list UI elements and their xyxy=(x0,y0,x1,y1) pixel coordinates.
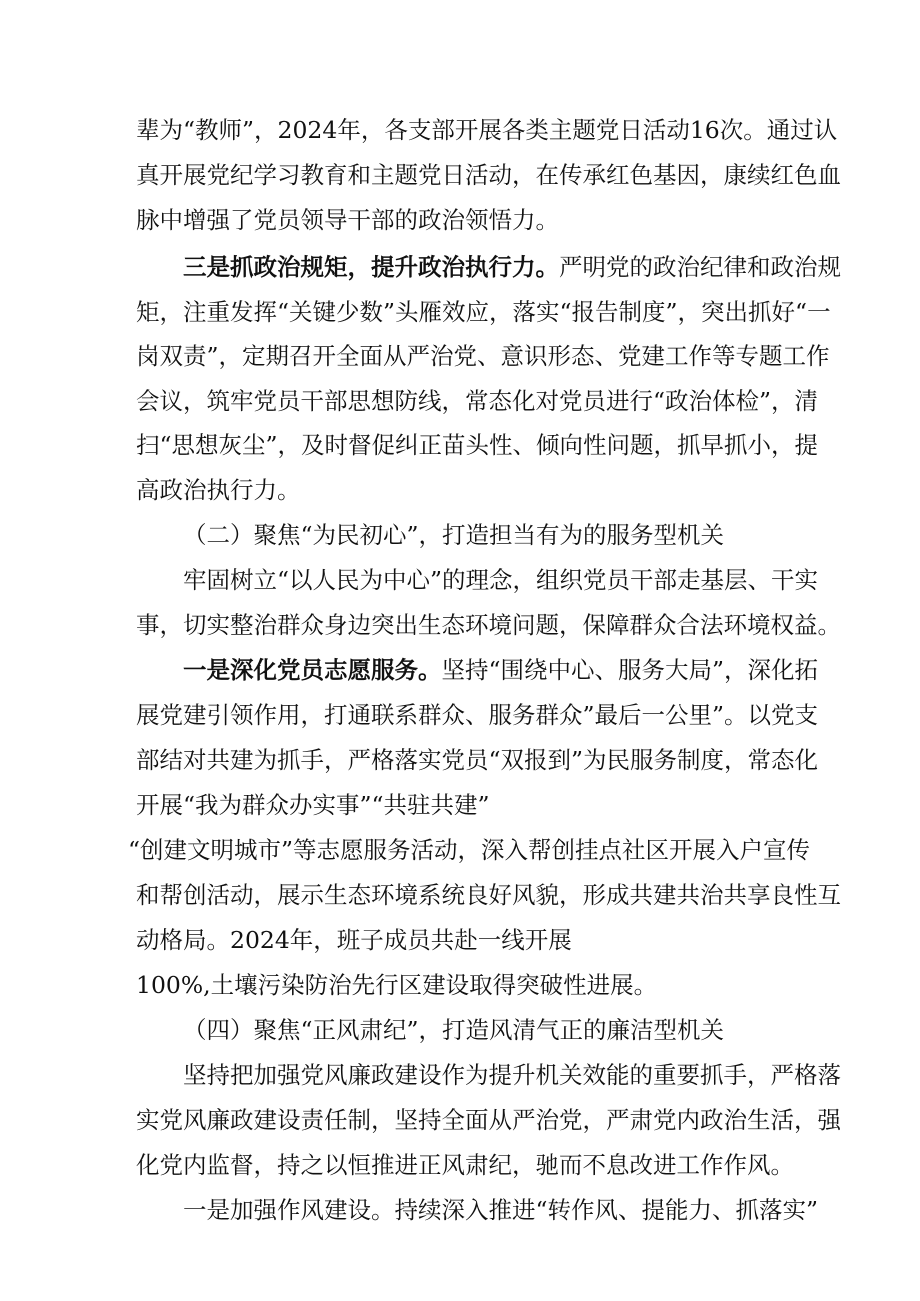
paragraph-line xyxy=(136,1148,796,1182)
line-text: 高政治执行力。 xyxy=(136,476,301,504)
section-heading-inline: 三是抓政治规矩，提升政治执行力。 xyxy=(183,253,559,281)
line-text: 和帮创活动，展示生态环境系统良好风貌，形成共建共治共享良性互 xyxy=(136,881,841,909)
line-text: 岗双责”，定期召开全面从严治党、意识形态、党建工作等专题工作 xyxy=(136,342,830,370)
section-heading xyxy=(183,1013,796,1047)
paragraph-line xyxy=(136,788,796,822)
paragraph-line xyxy=(136,968,796,1002)
paragraph-line xyxy=(136,158,841,192)
paragraph-line xyxy=(136,113,838,147)
paragraph-line xyxy=(183,250,841,284)
paragraph-line xyxy=(136,1103,841,1137)
paragraph-line xyxy=(136,428,819,462)
paragraph-line xyxy=(183,653,819,687)
paragraph-line xyxy=(136,384,819,418)
paragraph-line xyxy=(136,608,841,642)
section-heading xyxy=(183,518,796,552)
paragraph-line xyxy=(136,295,831,329)
line-text: 矩，注重发挥“关键少数”头雁效应，落实“报告制度”，突出抓好“一 xyxy=(136,298,831,326)
paragraph-line xyxy=(136,923,796,957)
line-text: 开展“我为群众办实事”“共驻共建” xyxy=(136,791,490,819)
paragraph-line xyxy=(136,339,830,373)
line-text: 脉中增强了党员领导干部的政治领悟力。 xyxy=(136,206,559,234)
paragraph-line xyxy=(136,743,819,777)
line-text: 展党建引领作用，打通联系群众、服务群众”最后一公里”。以党支 xyxy=(136,701,819,729)
line-text: 动格局。2024年，班子成员共赴一线开展 xyxy=(136,926,572,954)
line-text: 部结对共建为抓手，严格落实党员“双报到”为民服务制度，常态化 xyxy=(136,746,819,774)
line-text: 牢固树立“以人民为中心”的理念，组织党员干部走基层、干实 xyxy=(183,566,819,594)
paragraph-line xyxy=(183,1058,841,1092)
paragraph-line xyxy=(136,203,796,237)
line-text: 100%,土壤污染防治先行区建设取得突破性进展。 xyxy=(136,971,658,999)
line-text: 辈为“教师”，2024年，各支部开展各类主题党日活动16次。通过认 xyxy=(136,116,838,144)
line-text: 真开展党纪学习教育和主题党日活动，在传承红色基因，康续红色血 xyxy=(136,161,841,189)
paragraph-line xyxy=(136,698,819,732)
section-heading-inline: 一是深化党员志愿服务。 xyxy=(183,656,442,684)
line-text: 事，切实整治群众身边突出生态环境问题，保障群众合法环境权益。 xyxy=(136,611,841,639)
section-heading-text: （二）聚焦“为民初心”，打造担当有为的服务型机关 xyxy=(183,521,725,549)
paragraph-line xyxy=(128,833,811,867)
line-text: 实党风廉政建设责任制，坚持全面从严治党，严肃党内政治生活，强 xyxy=(136,1106,841,1134)
line-text: 扫“思想灰尘”，及时督促纠正苗头性、倾向性问题，抓早抓小，提 xyxy=(136,431,819,459)
line-text: 化党内监督，持之以恒推进正风肃纪，驰而不息改进工作作风。 xyxy=(136,1151,794,1179)
line-text: 严明党的政治纪律和政治规 xyxy=(559,253,841,281)
paragraph-line xyxy=(136,878,841,912)
paragraph-line xyxy=(136,473,796,507)
line-text: “创建文明城市”等志愿服务活动，深入帮创挂点社区开展入户宣传 xyxy=(128,836,811,864)
section-heading-text: （四）聚焦“正风肃纪”，打造风清气正的廉洁型机关 xyxy=(183,1016,725,1044)
line-text: 一是加强作风建设。持续深入推进“转作风、提能力、抓落实” xyxy=(183,1196,819,1224)
line-text: 坚持把加强党风廉政建设作为提升机关效能的重要抓手，严格落 xyxy=(183,1061,841,1089)
line-text: 坚持“围绕中心、服务大局”，深化拓 xyxy=(441,656,819,684)
paragraph-line xyxy=(183,1193,819,1227)
line-text: 会议，筑牢党员干部思想防线，常态化对党员进行“政治体检”，清 xyxy=(136,387,819,415)
paragraph-line xyxy=(183,563,819,597)
